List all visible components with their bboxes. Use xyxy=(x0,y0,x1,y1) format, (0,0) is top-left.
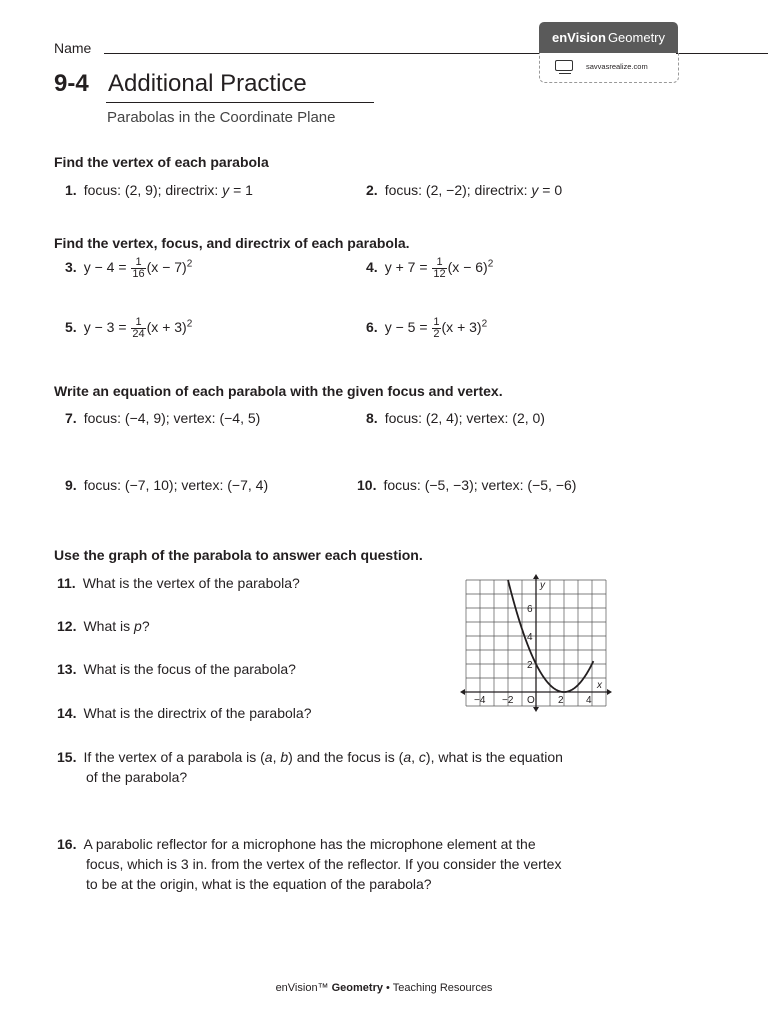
problem-text: focus: (−5, −3); vertex: (−5, −6) xyxy=(383,477,577,493)
equation-lhs: y − 4 = xyxy=(83,259,127,276)
equation-rhs: (x − 6) xyxy=(447,259,488,276)
brand-rest: Geometry xyxy=(607,30,666,45)
y-axis-label: y xyxy=(540,580,545,591)
problem-10 xyxy=(357,477,576,493)
problem-number: 10. xyxy=(357,477,377,493)
problem-number: 13. xyxy=(57,661,77,677)
problem-number: 16. xyxy=(57,836,77,852)
equation-lhs: y + 7 = xyxy=(384,259,428,276)
variable: a xyxy=(403,749,412,765)
problem-1 xyxy=(65,182,253,198)
problem-text: of the parabola? xyxy=(86,769,188,785)
problem-number: 11. xyxy=(57,575,76,591)
x-axis-arrow xyxy=(460,689,465,695)
problem-text: What is the vertex of the parabola? xyxy=(82,575,300,591)
problem-text: , xyxy=(411,749,419,765)
name-label: Name xyxy=(54,40,92,56)
graph-labels xyxy=(474,580,603,706)
problem-7 xyxy=(65,410,260,426)
variable: y xyxy=(222,182,230,198)
equation-rhs: (x + 3) xyxy=(441,319,482,336)
problem-4 xyxy=(366,257,493,280)
problem-text: What is the focus of the parabola? xyxy=(83,661,296,677)
realize-url[interactable]: savvasrealize.com xyxy=(586,62,648,71)
problem-number: 12. xyxy=(57,618,77,634)
equation-rhs: (x − 7) xyxy=(146,259,187,276)
monitor-icon xyxy=(555,60,573,71)
variable: a xyxy=(264,749,273,765)
problem-text: focus, which is 3 in. from the vertex of the reflector. If you consider the vertex xyxy=(86,856,562,872)
problem-number: 1. xyxy=(65,182,77,198)
problem-14 xyxy=(57,705,311,721)
fraction xyxy=(432,317,440,340)
problem-8 xyxy=(366,410,545,426)
variable: p xyxy=(134,618,142,634)
x-tick-label: −2 xyxy=(502,695,514,706)
problem-number: 6. xyxy=(366,319,378,336)
equation-lhs: y − 3 = xyxy=(83,319,127,336)
problem-text: ) and the focus is ( xyxy=(288,749,404,765)
problem-text: focus: (2, 4); vertex: (2, 0) xyxy=(384,410,545,426)
section-heading-4: Use the graph of the parabola to answer each question. xyxy=(54,547,423,563)
name-line xyxy=(104,53,540,54)
problem-text: A parabolic reflector for a microphone has the microphone element at the xyxy=(83,836,536,852)
x-axis-arrow xyxy=(607,689,612,695)
problem-6 xyxy=(366,317,487,340)
problem-15 xyxy=(57,747,563,787)
problem-number: 7. xyxy=(65,410,77,426)
x-axis-label: x xyxy=(597,680,602,691)
lesson-title: Additional Practice xyxy=(108,70,307,97)
variable: b xyxy=(280,749,289,765)
fraction-denominator: 24 xyxy=(132,328,145,340)
lesson-subtitle: Parabolas in the Coordinate Plane xyxy=(107,109,336,126)
problem-13 xyxy=(57,661,296,677)
title-rule xyxy=(106,102,374,103)
problem-number: 15. xyxy=(57,749,77,765)
problem-number: 9. xyxy=(65,477,77,493)
name-line-end xyxy=(676,53,768,54)
fraction-numerator: 1 xyxy=(131,257,145,269)
y-axis-arrow xyxy=(533,707,539,712)
equation-lhs: y − 5 = xyxy=(384,319,428,336)
brand-badge xyxy=(539,22,678,53)
problem-number: 2. xyxy=(366,182,378,198)
variable: c xyxy=(418,749,426,765)
x-tick-label: −4 xyxy=(474,695,486,706)
problem-text: If the vertex of a parabola is ( xyxy=(83,749,265,765)
problem-2 xyxy=(366,182,562,198)
x-tick-label: 2 xyxy=(558,695,564,706)
y-axis-arrow xyxy=(533,574,539,579)
y-tick-label: 6 xyxy=(527,604,533,615)
fraction-denominator: 12 xyxy=(433,268,446,280)
section-heading-1: Find the vertex of each parabola xyxy=(54,154,269,170)
problem-number: 5. xyxy=(65,319,77,336)
page-footer xyxy=(0,982,768,994)
problem-number: 14. xyxy=(57,705,77,721)
problem-text: What is the directrix of the parabola? xyxy=(83,705,312,721)
footer-resource: Teaching Resources xyxy=(392,982,493,994)
lesson-number: 9-4 xyxy=(54,70,89,97)
problem-5 xyxy=(65,317,192,340)
problem-16 xyxy=(57,834,561,894)
problem-text: = 0 xyxy=(542,182,563,198)
problem-text: to be at the origin, what is the equation of the parabola? xyxy=(86,876,432,892)
footer-separator: • xyxy=(386,982,390,994)
equation-rhs: (x + 3) xyxy=(146,319,187,336)
problem-number: 4. xyxy=(366,259,378,276)
parabola-graph xyxy=(460,574,612,726)
variable: y xyxy=(531,182,539,198)
problem-text: focus: (2, −2); directrix: xyxy=(384,182,528,198)
problem-number: 8. xyxy=(366,410,378,426)
fraction xyxy=(432,257,446,280)
problem-text: ? xyxy=(141,618,150,634)
exponent: 2 xyxy=(481,318,488,330)
problem-text: What is xyxy=(83,618,131,634)
footer-product: Geometry xyxy=(331,982,383,994)
fraction-numerator: 1 xyxy=(433,316,440,328)
footer-brand: enVision™ xyxy=(275,982,329,994)
y-tick-label: 4 xyxy=(527,632,533,643)
fraction-denominator: 16 xyxy=(132,268,145,280)
problem-text: , xyxy=(272,749,281,765)
x-tick-label: 4 xyxy=(586,695,592,706)
y-tick-label: 2 xyxy=(527,660,533,671)
problem-text: focus: (2, 9); directrix: xyxy=(83,182,219,198)
fraction xyxy=(131,317,145,340)
graph-axes xyxy=(460,574,612,712)
problem-text: = 1 xyxy=(233,182,253,198)
exponent: 2 xyxy=(487,258,494,270)
exponent: 2 xyxy=(186,258,193,270)
fraction-numerator: 1 xyxy=(432,257,446,269)
fraction-numerator: 1 xyxy=(131,317,145,329)
problem-text: focus: (−7, 10); vertex: (−7, 4) xyxy=(83,477,269,493)
section-heading-3: Write an equation of each parabola with the given focus and vertex. xyxy=(54,383,503,399)
fraction-denominator: 2 xyxy=(433,328,440,340)
fraction xyxy=(131,257,145,280)
brand-bold: enVision xyxy=(551,30,606,45)
section-heading-2: Find the vertex, focus, and directrix of each parabola. xyxy=(54,235,410,251)
x-tick-label: O xyxy=(527,695,535,706)
problem-3 xyxy=(65,257,192,280)
problem-text: focus: (−4, 9); vertex: (−4, 5) xyxy=(83,410,261,426)
problem-9 xyxy=(65,477,268,493)
monitor-stand-icon xyxy=(559,73,571,74)
exponent: 2 xyxy=(186,318,193,330)
problem-text: ), what is the equation xyxy=(425,749,563,765)
problem-number: 3. xyxy=(65,259,77,276)
problem-11 xyxy=(57,575,300,591)
problem-12 xyxy=(57,618,150,634)
